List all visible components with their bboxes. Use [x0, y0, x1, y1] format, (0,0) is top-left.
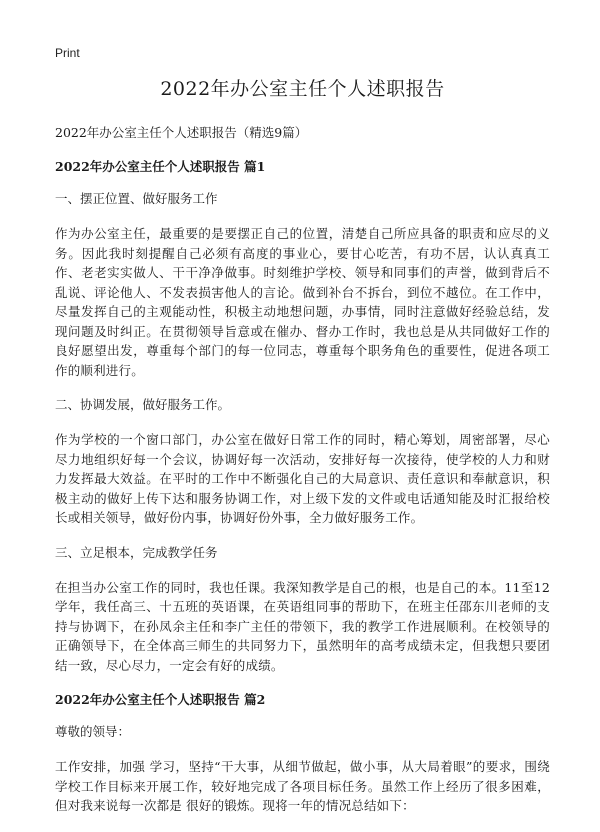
- part2-paragraph: 工作安排，加强 学习，坚持“干大事，从细节做起，做小事，从大局着眼”的要求，围绕学校工作目标来开展工作，较好地完成了各项目标任务。虽然工作上经历了很多困难，但对我来说每一次都是 很好的锻炼。现将一年的情况总结如下：: [55, 759, 550, 813]
- section2-title: 二、协调发展，做好服务工作。: [55, 397, 231, 412]
- part2-heading: 2022年办公室主任个人述职报告 篇2: [55, 692, 266, 707]
- section1-title: 一、摆正位置、做好服务工作: [55, 191, 218, 206]
- document-title: 2022年办公室主任个人述职报告: [160, 78, 445, 100]
- print-link[interactable]: Print: [55, 46, 80, 60]
- section3-paragraph: 在担当办公室工作的同时，我也任课。我深知教学是自己的根，也是自己的本。11至12学年，我任高三、十五班的英语课，在英语组同事的帮助下，在班主任邵东川老师的支持与协调下，在孙凤余主任和李广主任的带领下，我的教学工作进展顺利。在校领导的正确领导下，在全体高三师生的共同努力下，虽然明年的高考成绩未定，但我想只要团结一致，尽心尽力，一定会有好的成绩。: [55, 579, 550, 673]
- section3-title: 三、立足根本，完成教学任务: [55, 544, 218, 560]
- section1-paragraph: 作为办公室主任，最重要的是要摆正自己的位置，清楚自己所应具备的职责和应尽的义务。因此我时刻提醒自己必须有高度的事业心，要甘心吃苦，有功不居，认认真真工作、老老实实做人、干干净净做事。时刻维护学校、领导和同事们的声誉，做到背后不乱说、评论他人、不发表损害他人的言论。做到补台不拆台，到位不越位。在工作中，尽量发挥自己的主观能动性，积极主动地想问题，办事情，同时注意做好经验总结，发现问题及时纠正。在贯彻领导旨意或在催办、督办工作时，我也总是从共同做好工作的良好愿望出发，尊重每个部门的每一位同志，尊重每个职务角色的重要性，促进各项工作的顺利进行。: [55, 226, 550, 378]
- part1-heading: 2022年办公室主任个人述职报告 篇1: [55, 159, 266, 174]
- section2-paragraph: 作为学校的一个窗口部门，办公室在做好日常工作的同时，精心筹划，周密部署，尽心尽力地组织好每一个会议，协调好每一次活动，安排好每一次接待，使学校的人力和财力发挥最大效益。在平时的工作中不断强化自己的大局意识、责任意识和奉献意识，积极主动的做好上传下达和服务协调工作，对上级下发的文件或电话通知能及时汇报给校长或相关领导，做好份内事，协调好份外事，全力做好服务工作。: [55, 432, 550, 525]
- part2-greeting: 尊敬的领导：: [55, 724, 131, 739]
- document-body: [55, 76, 550, 832]
- document-subtitle: 2022年办公室主任个人述职报告（精选9篇）: [55, 125, 308, 140]
